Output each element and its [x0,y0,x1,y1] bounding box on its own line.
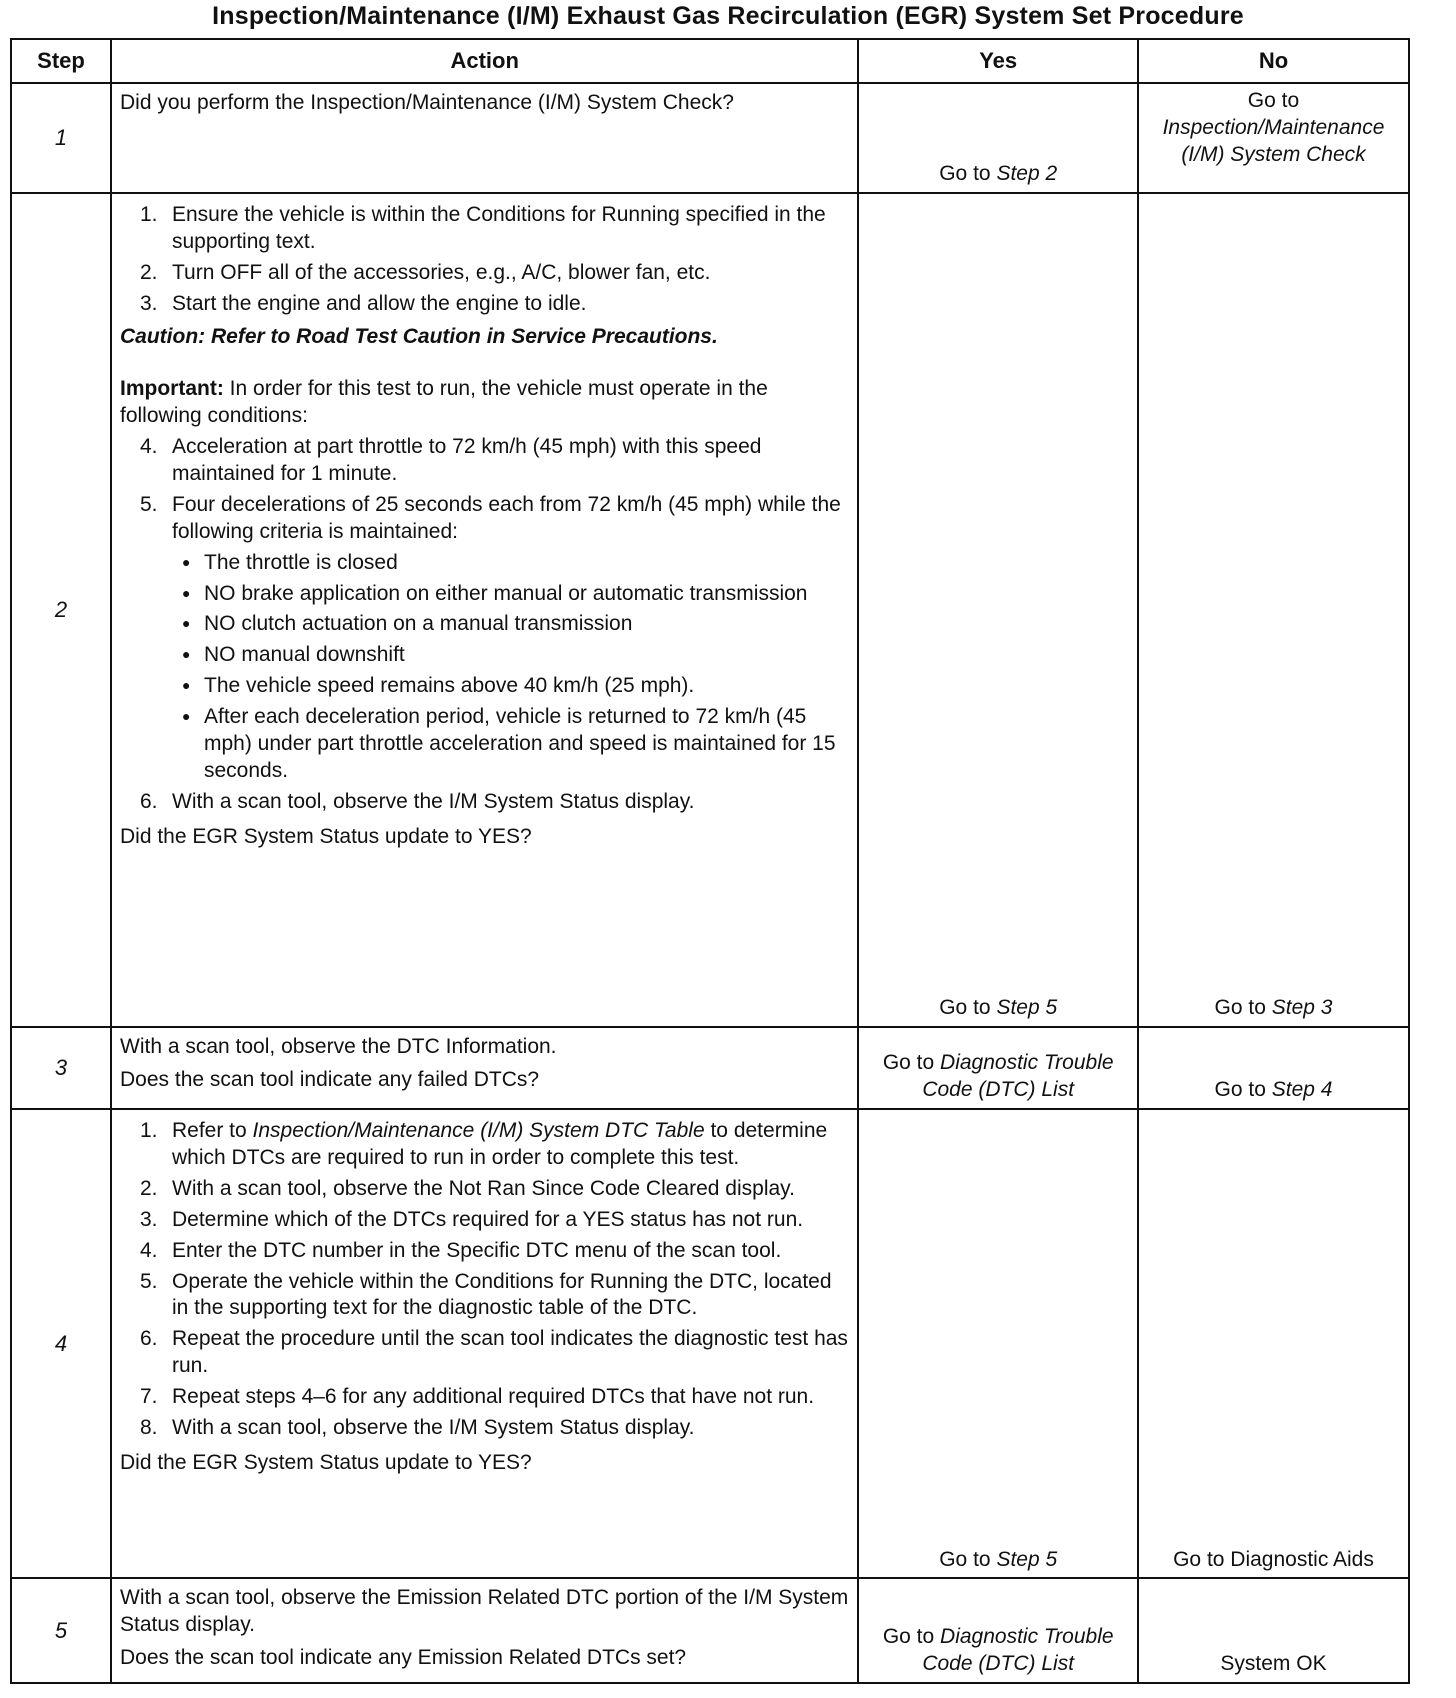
no-cell [1138,193,1409,1027]
bullet-icon: ● [182,553,191,570]
page-title: Inspection/Maintenance (I/M) Exhaust Gas Recirculation (EGR) System Set Procedure [212,2,1244,30]
bullet-item [182,704,849,785]
bullet-item [182,581,849,608]
action-cell [111,1027,858,1109]
yes-link: Step 5 [996,996,1058,1020]
bullet-item [182,550,849,577]
list-item [140,492,849,546]
step-number: 1 [11,83,111,193]
action-cell [111,1578,858,1683]
yes-prefix: Go to [882,1625,935,1649]
no-link: Inspection/Maintenance (I/M) System Check [1162,115,1385,166]
item-text: With a scan tool, observe the I/M System Status display. [172,789,695,813]
procedure-table [10,38,1410,1684]
no-prefix: Go to [1214,996,1266,1020]
item-text: Acceleration at part throttle to 72 km/h (45 mph) with this speed maintained for 1 minute. [172,435,762,485]
item-text: Start the engine and allow the engine to idle. [172,291,587,315]
question: Did you perform the Inspection/Maintenance (I/M) System Check? [120,91,734,114]
yes-prefix: Go to [939,996,991,1020]
no-cell [1138,1578,1409,1683]
bullet-icon: ● [182,646,191,663]
item-text-prefix: Refer to [172,1119,247,1143]
action-cell [111,1109,858,1578]
item-text: With a scan tool, observe the I/M System Status display. [172,1415,695,1439]
yes-link: Step 2 [996,162,1058,186]
yes-link: Step 5 [996,1547,1058,1571]
item-text-suffix: to determine which DTCs are required to run in order to complete this test. [172,1119,828,1170]
no-link: Step 3 [1271,996,1333,1020]
bullet-item [182,611,849,638]
yes-prefix: Go to [882,1051,935,1075]
item-number: 4. [140,435,158,459]
item-number: 4. [140,1238,158,1262]
yes-prefix: Go to [939,1547,991,1571]
yes-link: Diagnostic Trouble Code (DTC) List [922,1051,1114,1102]
yes-cell [858,1109,1138,1578]
caution-note: Caution: Refer to Road Test Caution in Service Precautions. [120,324,718,348]
no-prefix: Go to [1247,89,1300,112]
item-number: 1. [140,203,158,226]
item-number: 5. [140,492,158,516]
important-note [120,376,849,430]
bullet-text: NO brake application on either manual or automatic transmission [204,581,808,605]
list-item [140,291,849,318]
no-prefix: Go to [1214,1078,1266,1102]
item-number: 3. [140,291,158,315]
step-number: 3 [11,1027,111,1109]
header-yes: Yes [858,39,1138,83]
item-text: Four decelerations of 25 seconds each from 72 km/h (45 mph) while the following criteria is maintained: [172,492,841,543]
action-text: With a scan tool, observe the DTC Information. [120,1035,557,1059]
step-number: 4 [11,1109,111,1578]
table-header-row [11,39,1409,83]
list-item [140,1269,849,1323]
table-row-step-3 [11,1027,1409,1109]
bullet-text: The vehicle speed remains above 40 km/h (25 mph). [204,674,695,698]
bullet-item [182,642,849,669]
yes-cell [858,193,1138,1027]
step-number: 5 [11,1578,111,1683]
no-cell [1138,83,1409,193]
list-item [140,1384,849,1411]
action-cell [111,193,858,1027]
bullet-icon: ● [182,677,191,694]
bullet-text: After each deceleration period, vehicle is returned to 72 km/h (45 mph) under part throttle acceleration and speed is maintained for 15 seconds. [204,705,836,782]
item-number: 2. [140,1176,158,1200]
item-text: Operate the vehicle within the Conditions for Running the DTC, located in the supporting text for the diagnostic table of the DTC. [172,1269,832,1320]
list-item [140,1415,849,1442]
no-text: System OK [1220,1652,1327,1676]
list-item [140,1238,849,1265]
yes-link: Diagnostic Trouble Code (DTC) List [922,1625,1114,1676]
item-text: Ensure the vehicle is within the Conditions for Running specified in the supporting text. [172,203,826,253]
step-number: 2 [11,193,111,1027]
list-item [140,1118,849,1172]
item-number: 6. [140,1327,158,1351]
question: Did the EGR System Status update to YES? [120,824,532,848]
list-item [140,1326,849,1380]
important-text: In order for this test to run, the vehicle must operate in the following conditions: [120,377,768,428]
item-text: Turn OFF all of the accessories, e.g., A/C, blower fan, etc. [172,260,711,284]
item-number: 3. [140,1207,158,1231]
table-row-step-5 [11,1578,1409,1683]
list-item [140,1207,849,1234]
list-item [140,202,849,256]
item-text: Repeat steps 4–6 for any additional required DTCs that have not run. [172,1385,815,1409]
table-row-step-2 [11,193,1409,1027]
list-item [140,434,849,488]
item-number: 8. [140,1415,158,1439]
no-text: Go to Diagnostic Aids [1173,1547,1374,1571]
no-link: Step 4 [1271,1078,1333,1102]
yes-prefix: Go to [939,162,991,186]
bullet-icon: ● [182,615,191,632]
header-action: Action [111,39,858,83]
item-link: Inspection/Maintenance (I/M) System DTC Table [252,1119,705,1143]
important-label: Important: [120,377,224,401]
item-number: 2. [140,260,158,284]
item-number: 7. [140,1385,158,1409]
list-item [140,1176,849,1203]
item-text: Determine which of the DTCs required for a YES status has not run. [172,1207,804,1231]
table-row-step-1 [11,83,1409,193]
action-cell [111,83,858,193]
table-row-step-4 [11,1109,1409,1578]
bullet-item [182,673,849,700]
list-item [140,789,849,816]
item-text: Repeat the procedure until the scan tool indicates the diagnostic test has run. [172,1327,848,1378]
item-text: With a scan tool, observe the Not Ran Since Code Cleared display. [172,1176,795,1200]
header-step: Step [11,39,111,83]
action-text: With a scan tool, observe the Emission Related DTC portion of the I/M System Status display. [120,1586,849,1637]
bullet-text: The throttle is closed [204,550,398,574]
bullet-icon: ● [182,584,191,601]
question: Does the scan tool indicate any failed DTCs? [120,1068,540,1092]
bullet-text: NO clutch actuation on a manual transmission [204,612,633,636]
yes-cell [858,83,1138,193]
header-no: No [1138,39,1409,83]
question: Did the EGR System Status update to YES? [120,1450,532,1474]
question: Does the scan tool indicate any Emission Related DTCs set? [120,1646,687,1670]
item-number: 5. [140,1269,158,1293]
yes-cell [858,1578,1138,1683]
list-item [140,260,849,287]
bullet-text: NO manual downshift [204,643,405,667]
no-cell [1138,1109,1409,1578]
item-number: 6. [140,789,158,813]
item-text: Enter the DTC number in the Specific DTC menu of the scan tool. [172,1238,782,1262]
yes-cell [858,1027,1138,1109]
bullet-icon: ● [182,708,191,724]
no-cell [1138,1027,1409,1109]
item-number: 1. [140,1119,158,1143]
